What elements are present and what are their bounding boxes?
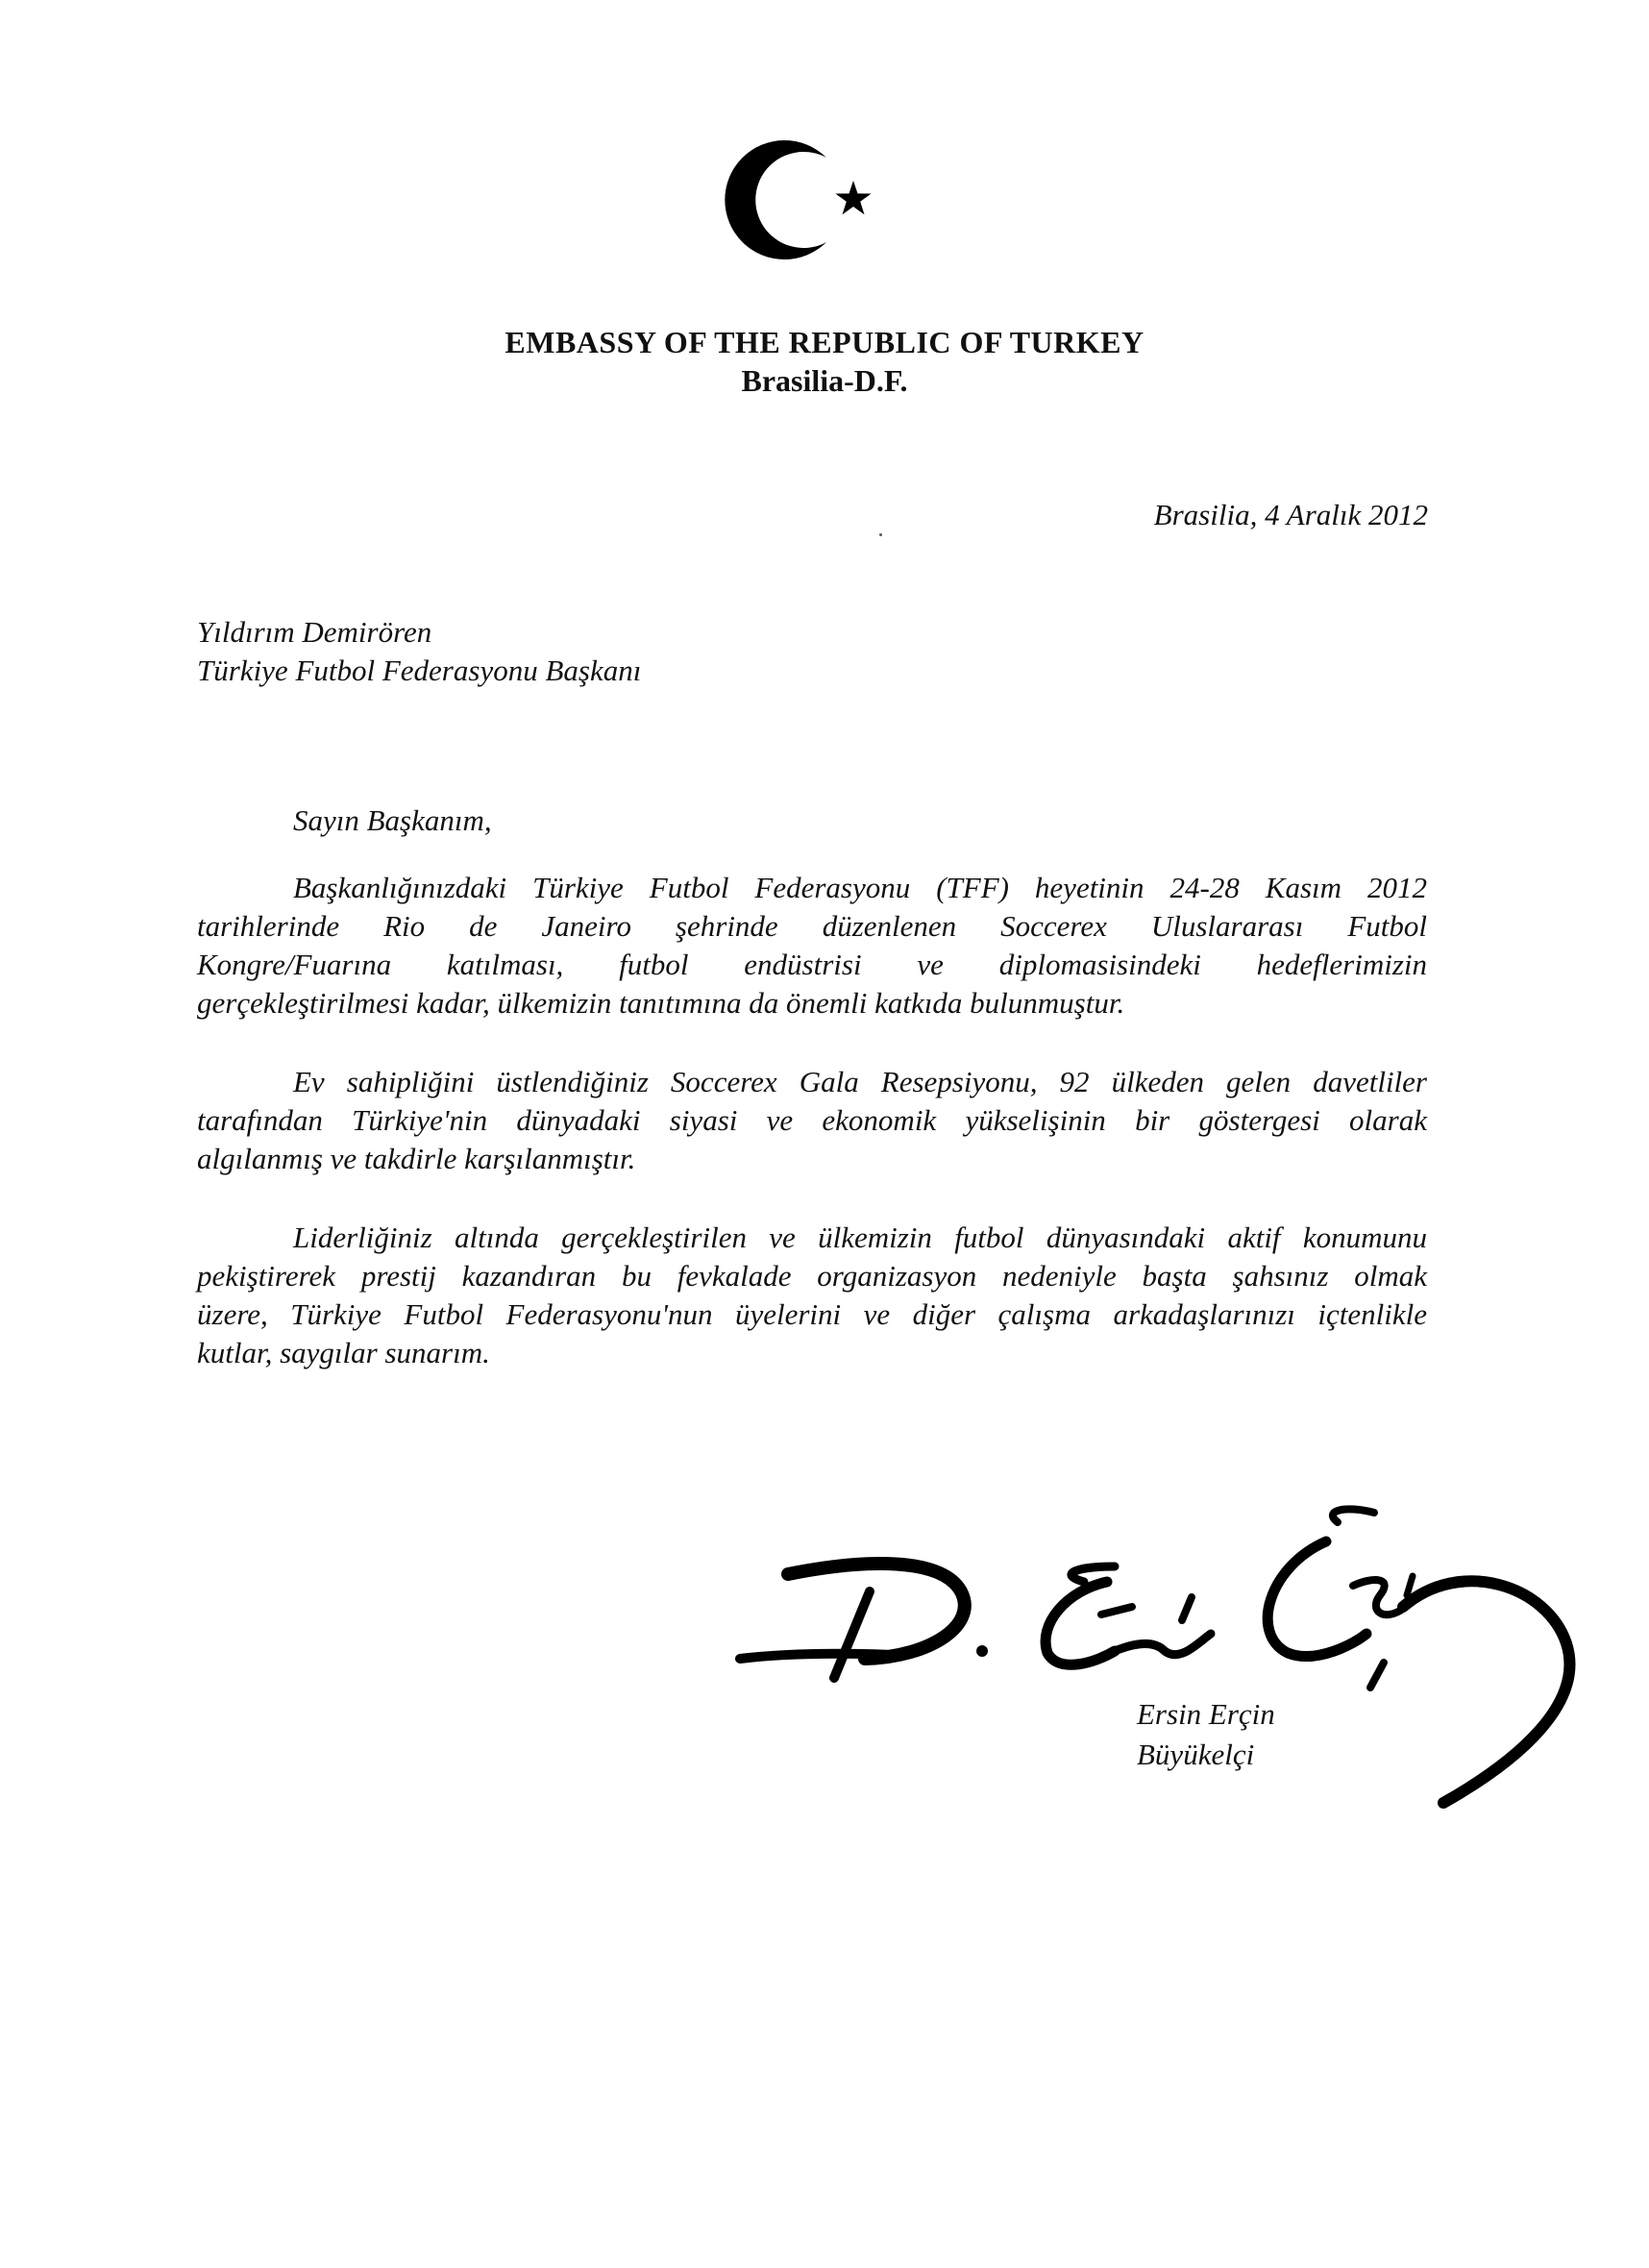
paragraph-line: algılanmış ve takdirle karşılanmıştır. <box>197 1142 636 1175</box>
recipient-title: Türkiye Futbol Federasyonu Başkanı <box>197 653 642 687</box>
paragraph-line: gerçekleştirilmesi kadar, ülkemizin tanıtımına da önemli katkıda bulunmuştur. <box>197 986 1125 1020</box>
paragraph-line: üzere, Türkiye Futbol Federasyonu'nun üyelerini ve diğer çalışma arkadaşlarınızı içtenlikle <box>197 1297 1427 1331</box>
crescent-star-icon <box>711 131 894 265</box>
letterhead-title: EMBASSY OF THE REPUBLIC OF TURKEY <box>505 325 1144 359</box>
salutation: Sayın Başkanım, <box>293 803 492 837</box>
signatory-name: Ersin Erçin <box>1137 1697 1275 1731</box>
recipient-name: Yıldırım Demirören <box>197 615 432 649</box>
paragraph-line: pekiştirerek prestij kazandıran bu fevkalade organizasyon nedeniyle başta şahsınız olmak <box>197 1259 1427 1293</box>
body-paragraph-1 <box>197 869 1427 1023</box>
paragraph-line: kutlar, saygılar sunarım. <box>197 1336 490 1369</box>
paragraph-line: Başkanlığınızdaki Türkiye Futbol Federasyonu (TFF) heyetinin 24-28 Kasım 2012 <box>293 871 1427 904</box>
paragraph-line: Ev sahipliğini üstlendiğiniz Soccerex Gala Resepsiyonu, 92 ülkeden gelen davetliler <box>293 1065 1427 1098</box>
paragraph-line: tarihlerinde Rio de Janeiro şehrinde düzenlenen Soccerex Uluslararası Futbol <box>197 909 1427 943</box>
body-paragraph-3 <box>197 1219 1427 1372</box>
stray-mark <box>879 533 882 536</box>
paragraph-line: Liderliğiniz altında gerçekleştirilen ve ülkemizin futbol dünyasındaki aktif konumunu <box>293 1220 1427 1254</box>
paragraph-line: Kongre/Fuarına katılması, futbol endüstrisi ve diplomasisindeki hedeflerimizin <box>197 948 1427 981</box>
paragraph-line: tarafından Türkiye'nin dünyadaki siyasi ve ekonomik yükselişinin bir göstergesi olarak <box>197 1103 1427 1137</box>
handwritten-signature <box>730 1499 1634 1845</box>
letter-date: Brasilia, 4 Aralık 2012 <box>1153 498 1428 531</box>
body-paragraph-2 <box>197 1063 1427 1178</box>
signatory-title: Büyükelçi <box>1137 1738 1255 1771</box>
letterhead-location: Brasilia-D.F. <box>741 363 908 398</box>
